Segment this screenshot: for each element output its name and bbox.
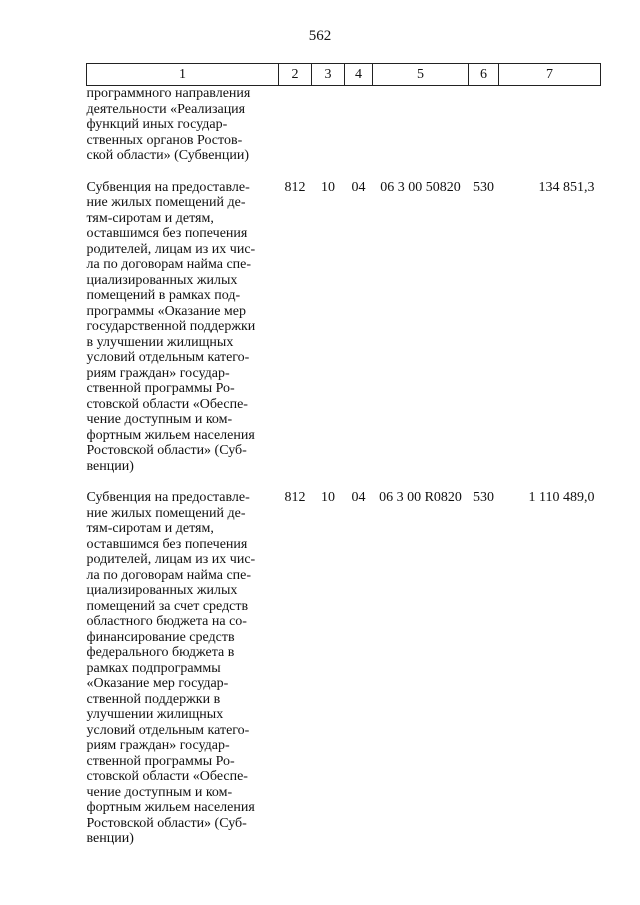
row-description [87,86,279,164]
description-line: фортным жильем населения [86,800,255,815]
description-line: ла по договорам найма спе- [86,257,252,272]
budget-table [86,63,601,847]
description-line: в улучшении жилищных [86,334,234,350]
description-line: рамках подпрограммы [86,660,221,676]
description-line: ла по договорам найма спе- [86,567,252,583]
description-line: циализированных жилых [86,272,238,288]
header-col-7: 7 [499,64,601,86]
description-line: программного направления [86,86,251,101]
description-line: условий отдельным катего- [86,350,250,365]
description-line: тям-сиротам и детям, [86,521,214,536]
row-subsection-code [345,86,373,164]
row-subsection-code: 04 [351,490,366,505]
description-line: улучшении жилищных [86,707,224,722]
description-line: функций иных государ- [86,117,228,132]
header-col-3: 3 [312,64,345,86]
table-header-row [87,64,601,86]
table-row [87,474,601,847]
row-amount: 1 110 489,0 [528,490,595,505]
description-line: программы «Оказание мер [86,303,247,319]
row-amount: 134 851,3 [538,179,595,195]
row-description [87,474,279,847]
row-section-code [312,86,345,164]
description-line: оставшимся без попечения [86,226,248,241]
header-col-6: 6 [469,64,499,86]
description-line: «Оказание мер государ- [86,676,229,691]
row-expense-type: 530 [473,179,494,195]
description-line: помещений в рамках под- [86,288,241,303]
row-target-article: 06 3 00 50820 [380,179,461,195]
row-ministry-code [279,86,312,164]
description-line: ние жилых помещений де- [86,195,246,210]
description-line: областного бюджета на со- [86,614,247,629]
row-target-article: 06 3 00 R0820 [379,490,462,505]
description-line: ственной программы Ро- [86,381,235,396]
description-line: деятельности «Реализация [86,101,246,117]
description-line: ственной программы Ро- [86,753,235,769]
row-expense-type: 530 [473,490,494,505]
description-line: государственной поддержки [86,319,256,334]
description-line: стовской области «Обеспе- [86,396,248,412]
header-col-2: 2 [279,64,312,86]
row-target-article [373,86,469,164]
description-line: тям-сиротам и детям, [86,210,214,226]
description-line: чение доступным и ком- [86,412,233,427]
row-ministry-code: 812 [284,490,306,505]
description-line: финансирование средств [86,629,235,645]
description-line: ской области» (Субвенции) [86,148,250,163]
description-line: родителей, лицам из их чис- [86,552,256,567]
description-line: Ростовской области» (Суб- [86,443,247,458]
row-description [87,164,279,475]
description-line: венции) [86,458,134,474]
page-number: 562 [308,28,332,44]
description-line: чение доступным и ком- [86,784,233,800]
description-line: риям граждан» государ- [86,738,230,753]
description-line: ние жилых помещений де- [86,505,246,521]
description-line: помещений за счет средств [86,598,249,614]
description-line: риям граждан» государ- [86,365,230,381]
row-ministry-code: 812 [284,179,306,195]
table-row [87,86,601,164]
description-line: Ростовской области» (Суб- [86,815,247,831]
description-line: циализированных жилых [86,583,238,598]
description-line: родителей, лицам из их чис- [86,241,256,257]
row-subsection-code: 04 [351,179,366,195]
row-expense-type [469,86,499,164]
row-amount [499,86,601,164]
description-line: стовской области «Обеспе- [86,769,248,784]
header-col-5: 5 [373,64,469,86]
description-line: венции) [86,831,134,846]
header-col-1: 1 [87,64,279,86]
table-row [87,164,601,475]
description-line: ственной поддержки в [86,691,221,707]
description-line: оставшимся без попечения [86,536,248,552]
description-line: Субвенция на предоставле- [86,179,250,195]
header-col-4: 4 [345,64,373,86]
row-section-code: 10 [321,179,335,195]
description-line: Субвенция на предоставле- [86,490,250,505]
description-line: ственных органов Ростов- [86,132,243,148]
row-section-code: 10 [321,490,335,505]
description-line: федерального бюджета в [86,645,235,660]
description-line: фортным жильем населения [86,427,255,443]
description-line: условий отдельным катего- [86,722,250,738]
